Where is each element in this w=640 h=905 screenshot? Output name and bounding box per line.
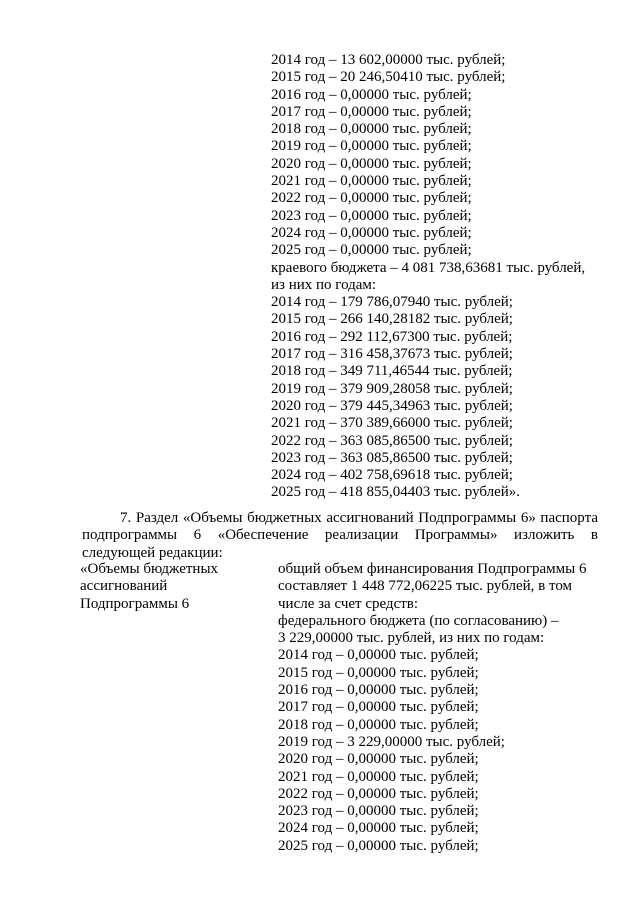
text-line: 2019 год – 0,00000 тыс. рублей; — [271, 138, 472, 155]
table-right-cell — [278, 561, 586, 855]
text-line: 2016 год – 292 112,67300 тыс. рублей; — [271, 328, 513, 345]
text-line: 2020 год – 379 445,34963 тыс. рублей; — [271, 397, 513, 414]
text-line: 2020 год – 0,00000 тыс. рублей; — [271, 155, 472, 172]
budget-by-year-list — [271, 52, 585, 502]
text-line: 2025 год – 0,00000 тыс. рублей; — [271, 242, 472, 259]
text-line: 2023 год – 0,00000 тыс. рублей; — [271, 207, 472, 224]
text-line: 2017 год – 0,00000 тыс. рублей; — [271, 103, 472, 120]
year-line: 2024 год – 0,00000 тыс. рублей; — [278, 820, 479, 837]
text-line: 2022 год – 363 085,86500 тыс. рублей; — [271, 432, 513, 449]
text-line: 2018 год – 0,00000 тыс. рублей; — [271, 121, 472, 138]
text-line: 2021 год – 0,00000 тыс. рублей; — [271, 173, 472, 190]
year-line: 2025 год – 0,00000 тыс. рублей; — [278, 837, 479, 854]
section-paragraph — [82, 510, 598, 562]
year-line: 2022 год – 0,00000 тыс. рублей; — [278, 785, 479, 802]
regional-budget-line: краевого бюджета – 4 081 738,63681 тыс. рублей, — [271, 259, 586, 276]
text-line: 2014 год – 179 786,07940 тыс. рублей; — [271, 294, 513, 311]
total-amount-line: составляет 1 448 772,06225 тыс. рублей, в том — [278, 578, 573, 595]
text-line: 3 229,00000 тыс. рублей, из них по годам: — [278, 630, 545, 647]
year-line: 2021 год – 0,00000 тыс. рублей; — [278, 768, 479, 785]
text-line: 2023 год – 363 085,86500 тыс. рублей; — [271, 449, 513, 466]
text-line: 2018 год – 349 711,46544 тыс. рублей; — [271, 363, 513, 380]
year-line: 2023 год – 0,00000 тыс. рублей; — [278, 803, 479, 820]
federal-budget-line: федерального бюджета (по согласованию) – — [278, 612, 559, 629]
cell-label-line: «Объемы бюджетных — [80, 561, 219, 577]
year-line: 2018 год – 0,00000 тыс. рублей; — [278, 716, 479, 733]
text-line: 2024 год – 0,00000 тыс. рублей; — [271, 224, 472, 241]
cell-label-line: ассигнований — [80, 578, 168, 595]
text-line: 2015 год – 266 140,28182 тыс. рублей; — [271, 311, 513, 328]
text-line: 2015 год – 20 246,50410 тыс. рублей; — [271, 69, 506, 86]
text-line: 2021 год – 370 389,66000 тыс. рублей; — [271, 415, 513, 432]
text-line: 2014 год – 13 602,00000 тыс. рублей; — [271, 52, 506, 68]
year-line: 2015 год – 0,00000 тыс. рублей; — [278, 664, 479, 681]
text-line: 2017 год – 316 458,37673 тыс. рублей; — [271, 346, 513, 363]
text-line: 2016 год – 0,00000 тыс. рублей; — [271, 86, 472, 103]
total-financing-line: общий объем финансирования Подпрограммы 6 — [278, 561, 587, 577]
section-text: 7. Раздел «Объемы бюджетных ассигнований Подпрограммы 6» паспорта подпрограммы 6 «Обеспечение реализации Программы» изложить в следующей редакции: — [82, 510, 598, 561]
year-line: 2016 год – 0,00000 тыс. рублей; — [278, 682, 479, 699]
table-left-cell — [80, 561, 218, 613]
year-line: 2019 год – 3 229,00000 тыс. рублей; — [278, 733, 505, 750]
text-line: 2024 год – 402 758,69618 тыс. рублей; — [271, 467, 513, 484]
text-line: 2025 год – 418 855,04403 тыс. рублей». — [271, 484, 521, 501]
text-line: числе за счет средств: — [278, 595, 419, 612]
year-line: 2014 год – 0,00000 тыс. рублей; — [278, 647, 479, 664]
year-line: 2017 год – 0,00000 тыс. рублей; — [278, 699, 479, 716]
text-line: 2019 год – 379 909,28058 тыс. рублей; — [271, 380, 513, 397]
text-line: из них по годам: — [271, 276, 377, 293]
cell-label-line: Подпрограммы 6 — [80, 595, 190, 612]
text-line: 2022 год – 0,00000 тыс. рублей; — [271, 190, 472, 207]
year-line: 2020 год – 0,00000 тыс. рублей; — [278, 751, 479, 768]
